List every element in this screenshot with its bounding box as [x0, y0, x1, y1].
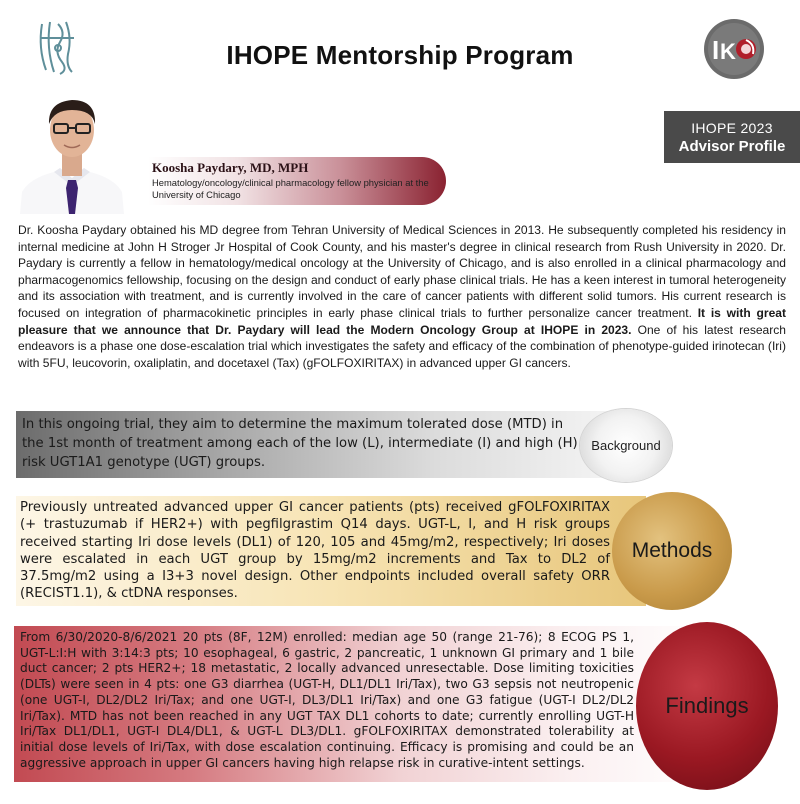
background-circle [580, 409, 672, 482]
ihope-logo [703, 18, 765, 80]
svg-text:K: K [720, 39, 736, 64]
name-banner [148, 157, 446, 205]
bio-paragraph [18, 222, 786, 371]
findings-circle [636, 622, 778, 790]
bio-highlight: It is with great pleasure that we announce that Dr. Paydary will lead the Modern Oncology Group at IHOPE in 2023. [18, 305, 786, 337]
methods-text: Previously untreated advanced upper GI cancer patients (pts) received gFOLFOXIRITAX (+ trastuzumab if HER2+) with pegfilgrastim Q14 days. UGT-L, I, and H risk groups received starting Iri dose levels (DL1) of 120, 105 and 45mg/m2, respectively; Iri doses were escalated in each UGT group by 15mg/m2 increments and Tax to DL2 of 37.5mg/m2 using a I3+3 novel design. Other endpoints included overall safety ORR (RECIST1.1), & ctDNA responses. [20, 500, 610, 602]
bio-text-part1: Dr. Koosha Paydary obtained his MD degree from Tehran University of Medical Sciences in 2013. He subsequently completed his residency in internal medicine at John H Stroger Jr Hospital of Cook County, and his master's degree in clinical research from Rush University in 2020. Dr. Paydary is currently a fellow in hematology/medical oncology at the University of Chicago, and is also enrolled in a clinical pharmacology and pharmacogenomics fellowship, focusing on the design and conduct of early phase clinical trials. He has a keen interest in tumoral heterogeneity and its association with treatment, and is currently involved in the care of cancer patients with different solid tumors. His current research is focused on integration of pharmacokinetic principles in early phase clinical trials to further personalize cancer treatment. [18, 223, 786, 320]
methods-circle [612, 492, 732, 610]
advisor-profile-badge [664, 111, 800, 163]
methods-label: Methods [631, 539, 713, 562]
background-label: Background [591, 438, 661, 453]
findings-label: Findings [665, 693, 749, 718]
findings-text: From 6/30/2020-8/6/2021 20 pts (8F, 12M) enrolled: median age 50 (range 21-76); 8 ECOG PS 1, UGT-L:I:H with 3:14:3 pts; 10 esophageal, 6 gastric, 2 pancreatic, 1 unknown GI primary and 1 bile duct cancer; 2 pts HER2+; 18 metastatic, 2 locally advanced unresectable. Dose limiting toxicities (DLTs) were seen in 4 pts: one G3 diarrhea (UGT-H, DL1/DL1 Iri/Tax), two G3 sepsis not neutropenic (one UGT-I, DL2/DL2 Iri/Tax; and one UGT-I, DL3/DL1 Iri/Tax) and one G3 fatigue (UGT-I DL2/DL2 Iri/Tax). MTD has not been reached in any UGT TAX DL1 cohorts to date; currently enrolling UGT-H Iri/Tax DL1/DL1, UGT-I DL4/DL1, & UGT-L DL3/DL1. gFOLFOXIRITAX demonstrated tolerability at initial dose levels of Iri/Tax, with dose escalation continuing. Efficacy is promising and could be an aggressive approach in upper GI cancers having high relapse risk in curative-intent settings. [20, 630, 634, 770]
advisor-photo [18, 88, 126, 214]
badge-label: Advisor Profile [678, 138, 786, 155]
advisor-name: Koosha Paydary, MD, MPH [152, 160, 309, 175]
badge-year: IHOPE 2023 [691, 120, 773, 136]
bio-text-part2: One of his latest research endeavors is a phase one dose-escalation trial which investigates the safety and efficacy of the combination of phenotype-guided irinotecan (Iri) with 5FU, leucovorin, oxaliplatin, and docetaxel (Tax) (gFOLFOXIRITAX) in advanced upper GI cancers. [18, 322, 786, 370]
svg-text:I: I [712, 35, 720, 65]
page-title: IHOPE Mentorship Program [226, 40, 574, 70]
background-text: In this ongoing trial, they aim to determine the maximum tolerated dose (MTD) in the 1st month of treatment among each of the low (L), intermediate (I) and high (H) risk UGT1A1 genotype (UGT) groups. [22, 417, 578, 471]
advisor-title: Hematology/oncology/clinical pharmacology fellow physician at the University of Chicago [152, 177, 429, 200]
